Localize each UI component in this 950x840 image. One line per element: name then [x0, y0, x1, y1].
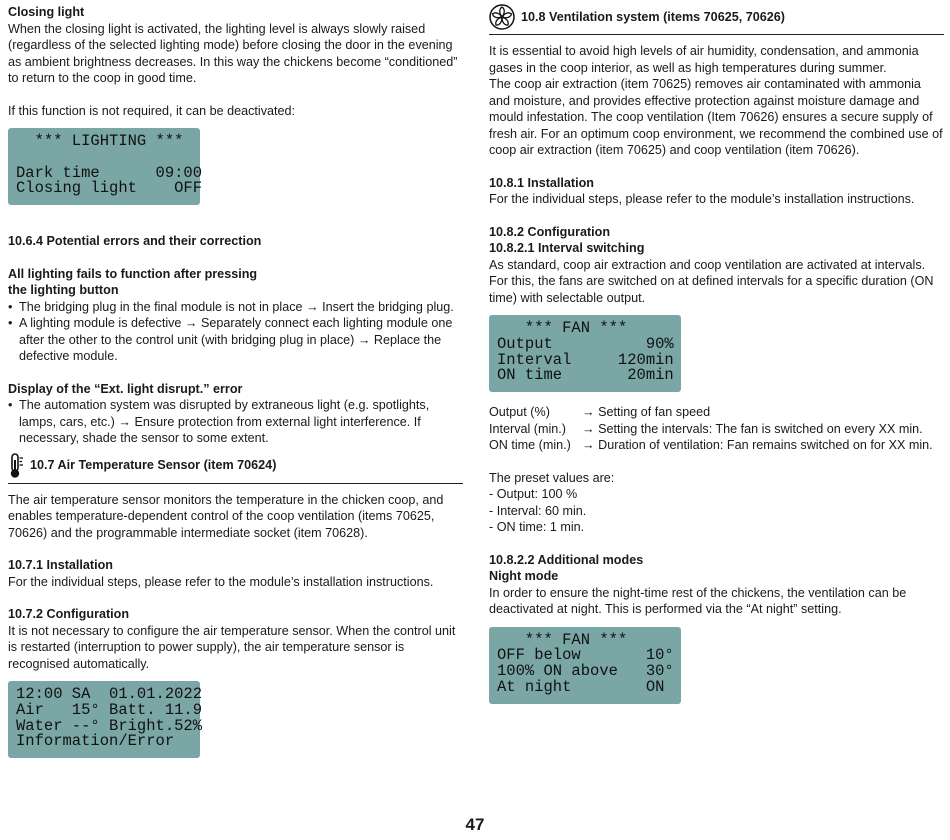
fail-bullet-list	[8, 299, 463, 365]
night-mode-heading: Night mode	[489, 569, 559, 583]
deactivate-note: If this function is not required, it can be deactivated:	[8, 103, 296, 118]
list-item: • A lighting module is defective → Separately connect each lighting module one after the other to the control unit (with bridging plug in place) → Replace the defective module.	[8, 315, 463, 365]
sensor-config-text: It is not necessary to configure the air temperature sensor. When the control unit is restarted (interruption to power supply), the air temperature sensor is recognised automatically.	[8, 623, 456, 671]
vent-config-heading: 10.8.2 Configuration	[489, 224, 611, 239]
night-mode-text: In order to ensure the night-time rest of the chickens, the ventilation can be deactivated at night. This is performed via the “At night” setting.	[489, 585, 907, 616]
list-item: • The bridging plug in the final module is not in place → Insert the bridging plug.	[8, 299, 463, 316]
lcd-status-display: 12:00 SA 01.01.2022 Air 15° Batt. 11.9 Water --° Bright.52% Information/Error	[8, 681, 200, 758]
definition-desc: → Setting the intervals: The fan is switched on every XX min.	[582, 421, 923, 436]
interval-switching-heading: 10.8.2.1 Interval switching	[489, 241, 645, 255]
ext-light-bullet-list	[8, 397, 463, 447]
ventilation-section-header	[489, 4, 944, 35]
definition-term: ON time (min.)	[489, 438, 571, 452]
definition-term: Interval (min.)	[489, 421, 566, 436]
list-item: • The automation system was disrupted by extraneous light (e.g. spotlights, lamps, cars, etc.) → Ensure protection from external light interference. If necessary, shade the sensor to some extent.	[8, 397, 463, 447]
sensor-install-heading: 10.7.1 Installation	[8, 558, 113, 572]
interval-switching-text: As standard, coop air extraction and coop ventilation are activated at intervals. For this, the fans are switched on at defined intervals for a specific duration (ON time) with selectable output.	[489, 257, 934, 305]
preset-output: - Output: 100 %	[489, 487, 578, 501]
preset-intro: The preset values are:	[489, 470, 615, 485]
definition-row	[489, 437, 944, 454]
fan-settings-definitions	[489, 404, 944, 454]
ventilation-text: It is essential to avoid high levels of air humidity, condensation, and ammonia gases in the coop interior, as well as high temperatures during summer. The coop air extraction (item 70625) removes air contaminated with ammonia and moisture, and provides effective protection against moisture damage and mould infestation. The coop ventilation (Item 70626) ensures a secure supply of fresh air. For an optimum coop environment, we recommend the combined use of coop air extraction (item 70625) and coop ventilation (item 70626).	[489, 44, 943, 157]
lcd-fan-night-display: *** FAN *** OFF below 10° 100% ON above 30° At night ON	[489, 627, 681, 704]
fan-icon	[489, 4, 515, 30]
additional-modes-heading: 10.8.2.2 Additional modes	[489, 552, 644, 567]
definition-term: Output (%)	[489, 405, 550, 419]
right-column	[489, 4, 944, 704]
sensor-text: The air temperature sensor monitors the temperature in the chicken coop, and enables temperature-dependent control of the coop ventilation (items 70625, 70626) and the programmable intermediate socket (item 70628).	[8, 492, 444, 540]
ventilation-section-title: 10.8 Ventilation system (items 70625, 70626)	[521, 9, 785, 24]
sensor-section-title: 10.7 Air Temperature Sensor (item 70624)	[30, 458, 277, 473]
sensor-config-heading: 10.7.2 Configuration	[8, 607, 130, 621]
page-number: 47	[465, 815, 485, 834]
definition-desc: → Duration of ventilation: Fan remains switched on for XX min.	[582, 438, 933, 452]
vent-install-heading: 10.8.1 Installation	[489, 175, 594, 190]
preset-interval: - Interval: 60 min.	[489, 503, 587, 518]
definition-row	[489, 421, 944, 438]
definition-desc: → Setting of fan speed	[582, 405, 711, 419]
lcd-lighting-display: *** LIGHTING *** Dark time 09:00 Closing light OFF	[8, 128, 200, 205]
lcd-fan-interval-display: *** FAN *** Output 90% Interval 120min ON time 20min	[489, 315, 681, 392]
closing-light-text: When the closing light is activated, the lighting level is always slowly raised (regardless of the selected lighting mode) before closing the door in the evening as ambient brightness decreases. In this way the chickens become “conditioned” to return to the coop in good time.	[8, 21, 458, 85]
closing-light-heading: Closing light	[8, 5, 85, 19]
ext-light-error-heading: Display of the “Ext. light disrupt.” error	[8, 381, 243, 396]
fail-heading-line2: the lighting button	[8, 283, 119, 297]
sensor-section-header	[8, 453, 463, 484]
left-column	[8, 4, 463, 758]
definition-row	[489, 404, 944, 421]
fail-heading-line1: All lighting fails to function after pressing	[8, 266, 258, 281]
vent-install-text: For the individual steps, please refer to the module’s installation instructions.	[489, 192, 915, 206]
sensor-install-text: For the individual steps, please refer to the module’s installation instructions.	[8, 574, 434, 589]
errors-heading: 10.6.4 Potential errors and their correction	[8, 234, 262, 248]
thermometer-icon	[8, 453, 26, 479]
preset-on-time: - ON time: 1 min.	[489, 520, 585, 534]
